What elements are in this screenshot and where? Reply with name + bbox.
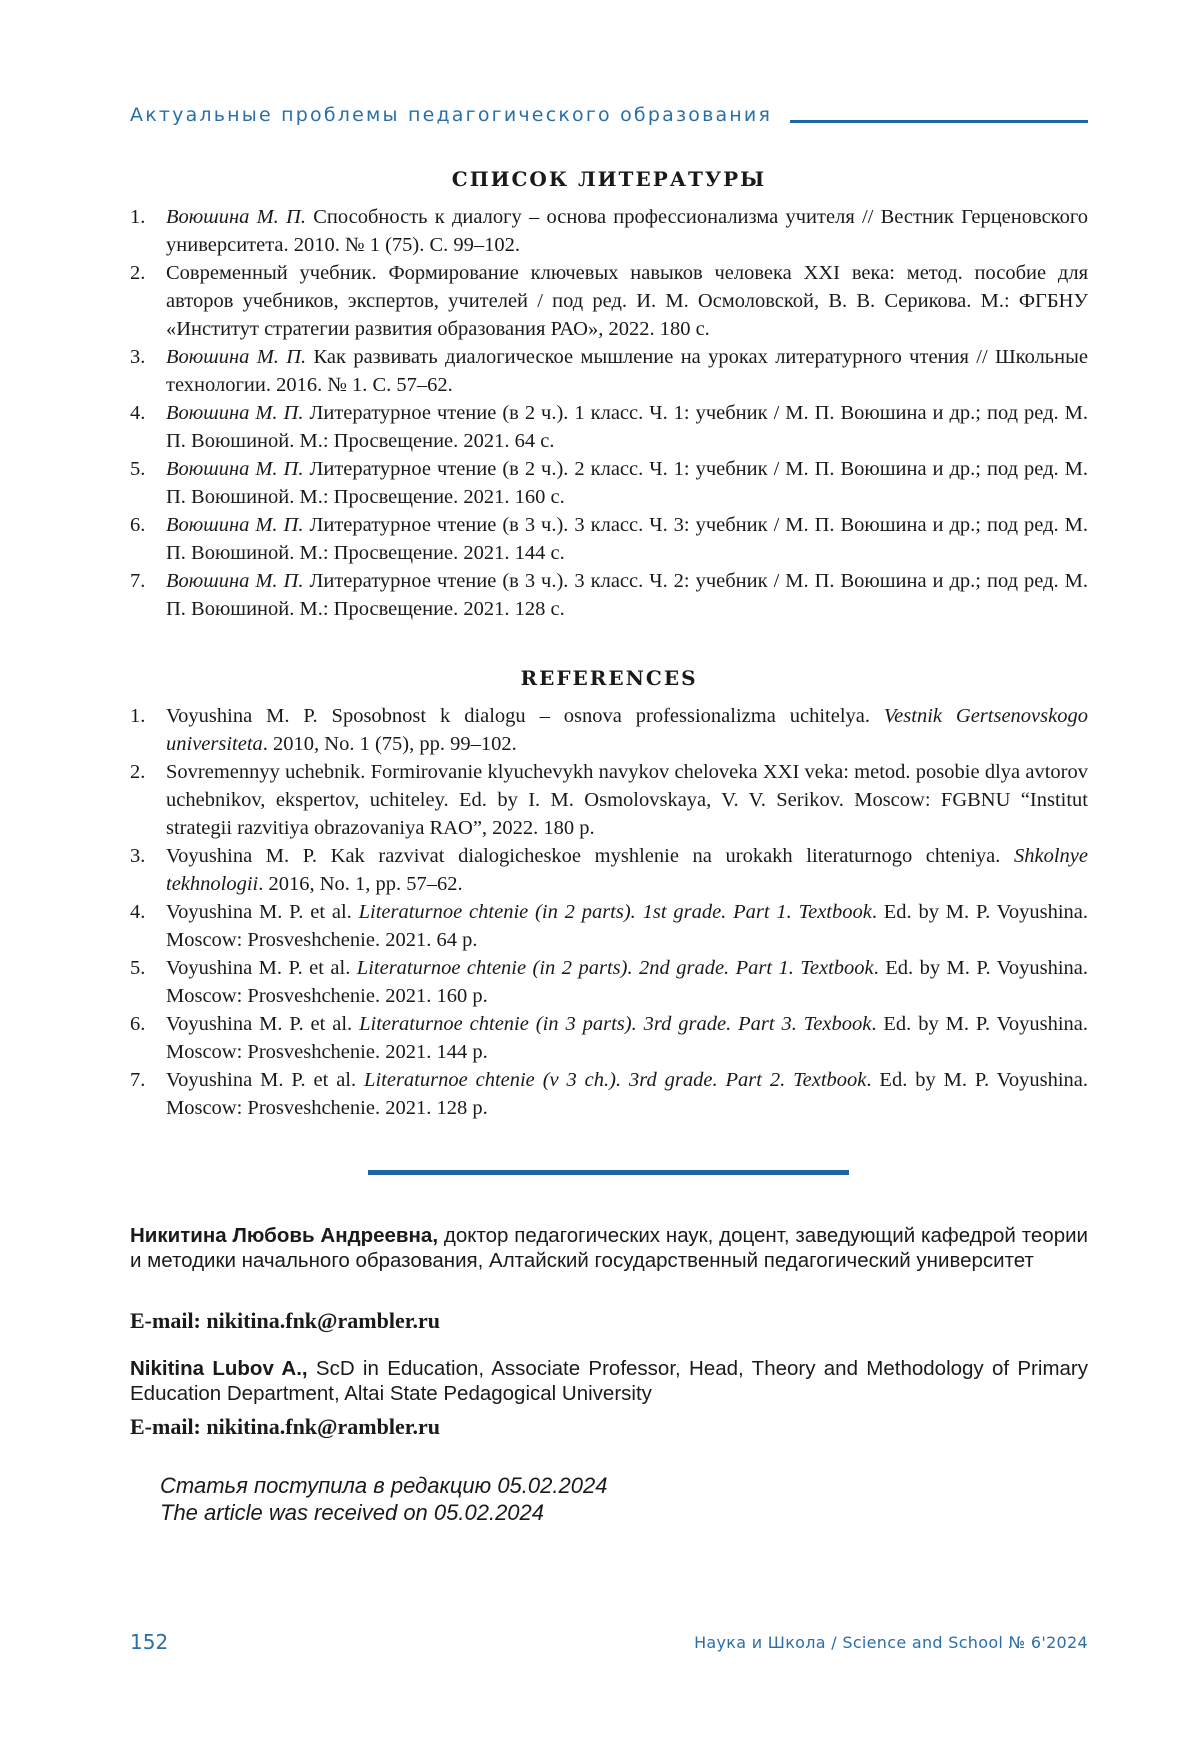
section-divider — [368, 1170, 849, 1175]
author-ru-desc: доктор педагогических наук, доцент, заведующий кафедрой теории и методики начального образования, Алтайский государственный педагогический университет — [130, 1224, 1089, 1272]
author-en-name: Nikitina Lubov A., — [130, 1357, 308, 1380]
ru-references-title: СПИСОК ЛИТЕРАТУРЫ — [451, 167, 767, 191]
en-references-list — [130, 702, 1088, 1122]
journal-name: Наука и Школа / Science and School № 6'2024 — [694, 1633, 1088, 1652]
list-item: 1. Воюшина М. П. Способность к диалогу – основа профессионализма учителя // Вестник Герценовского университета. 2010. № 1 (75). С. 99–102. — [130, 206, 1088, 256]
page-number: 152 — [130, 1630, 169, 1654]
list-item: 5. Voyushina M. P. et al. Literaturnoe chtenie (in 2 parts). 2nd grade. Part 1. Textbook. Ed. by M. P. Voyushina. Moscow: Prosveshchenie. 2021. 160 p. — [130, 957, 1088, 1007]
list-item: 3. Воюшина М. П. Как развивать диалогическое мышление на уроках литературного чтения // Школьные технологии. 2016. № 1. С. 57–62. — [130, 346, 1088, 396]
en-references-title: REFERENCES — [520, 666, 698, 690]
list-item: 4. Voyushina M. P. et al. Literaturnoe chtenie (in 2 parts). 1st grade. Part 1. Textbook. Ed. by M. P. Voyushina. Moscow: Prosveshchenie. 2021. 64 p. — [130, 901, 1088, 951]
list-item: 4. Воюшина М. П. Литературное чтение (в 2 ч.). 1 класс. Ч. 1: учебник / М. П. Воюшина и др.; под ред. М. П. Воюшиной. М.: Просвещение. 2021. 64 с. — [130, 402, 1088, 452]
list-item: 7. Voyushina M. P. et al. Literaturnoe chtenie (v 3 ch.). 3rd grade. Part 2. Textbook. Ed. by M. P. Voyushina. Moscow: Prosveshchenie. 2021. 128 p. — [130, 1069, 1088, 1119]
list-item: 3. Voyushina M. P. Kak razvivat dialogicheskoe myshlenie na urokakh literaturnogo chteniya. Shkolnye tekhnologii. 2016, No. 1, pp. 57–62. — [130, 845, 1088, 895]
list-item: 6. Voyushina M. P. et al. Literaturnoe chtenie (in 3 parts). 3rd grade. Part 3. Texbook. Ed. by M. P. Voyushina. Moscow: Prosveshchenie. 2021. 144 p. — [130, 1013, 1088, 1063]
running-header-title: Актуальные проблемы педагогического образования — [130, 104, 776, 126]
author-en-email: E-mail: nikitina.fnk@rambler.ru — [130, 1414, 440, 1439]
list-item: 2. Sovremennyy uchebnik. Formirovanie klyuchevykh navykov cheloveka XXI veka: metod. posobie dlya avtorov uchebnikov, ekspertov, uchiteley. Ed. by I. M. Osmolovskaya, V. V. Serikov. Moscow: FGBNU “Institut strategii razvitiya obrazovaniya RAO”, 2022. 180 p. — [130, 761, 1088, 839]
list-item: 6. Воюшина М. П. Литературное чтение (в 3 ч.). 3 класс. Ч. 3: учебник / М. П. Воюшина и др.; под ред. М. П. Воюшиной. М.: Просвещение. 2021. 144 с. — [130, 514, 1088, 564]
received-date-en: The article was received on 05.02.2024 — [160, 1500, 545, 1525]
ru-references-list — [130, 203, 1088, 623]
list-item: 5. Воюшина М. П. Литературное чтение (в 2 ч.). 2 класс. Ч. 1: учебник / М. П. Воюшина и др.; под ред. М. П. Воюшиной. М.: Просвещение. 2021. 160 с. — [130, 458, 1088, 508]
author-ru-info — [130, 1223, 1088, 1273]
author-en-info — [130, 1356, 1088, 1406]
author-en-desc: ScD in Education, Associate Professor, Head, Theory and Methodology of Primary Education Department, Altai State Pedagogical University — [130, 1357, 1088, 1405]
list-item: 7. Воюшина М. П. Литературное чтение (в 3 ч.). 3 класс. Ч. 2: учебник / М. П. Воюшина и др.; под ред. М. П. Воюшиной. М.: Просвещение. 2021. 128 с. — [130, 570, 1088, 620]
running-header — [130, 104, 1088, 128]
author-ru-name: Никитина Любовь Андреевна, — [130, 1224, 439, 1247]
list-item: 2. Современный учебник. Формирование ключевых навыков человека XXI века: метод. пособие для авторов учебников, экспертов, учителей / под ред. И. М. Осмоловской, В. В. Серикова. М.: ФГБНУ «Институт стратегии развития образования РАО», 2022. 180 с. — [130, 262, 1088, 340]
running-header-rule — [790, 120, 1088, 123]
list-item: 1. Voyushina M. P. Sposobnost k dialogu – osnova professionalizma uchitelya. Vestnik Gertsenovskogo universiteta. 2010, No. 1 (75), pp. 99–102. — [130, 705, 1088, 755]
received-date-ru: Статья поступила в редакцию 05.02.2024 — [160, 1473, 608, 1498]
author-ru-email: E-mail: nikitina.fnk@rambler.ru — [130, 1308, 440, 1333]
